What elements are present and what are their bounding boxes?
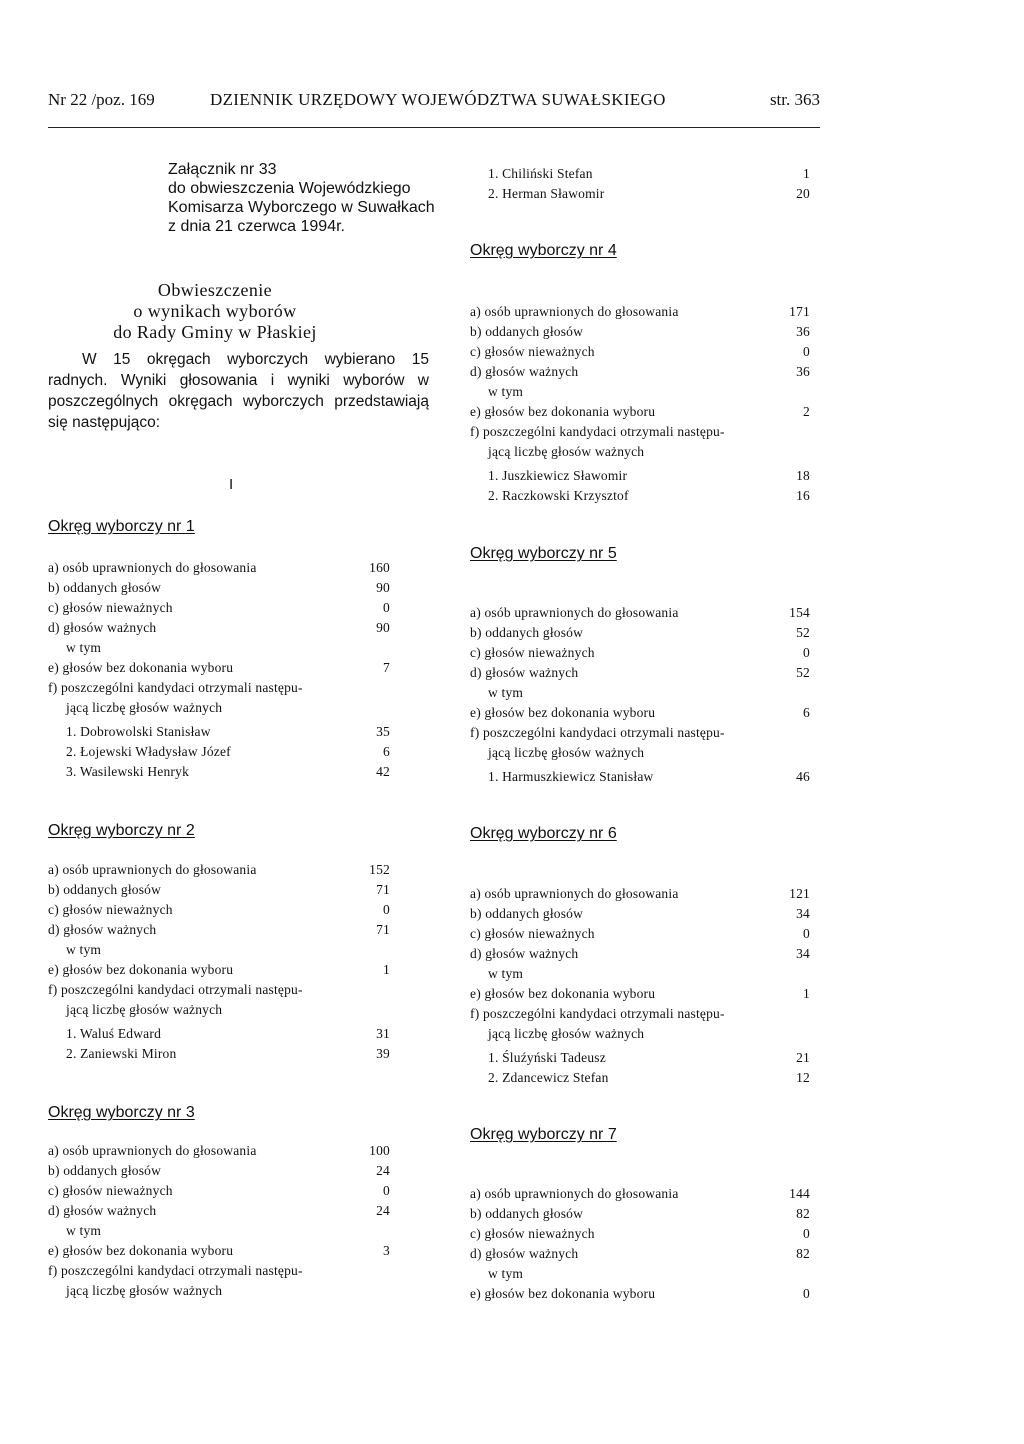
- row-no-choice: e) głosów bez dokonania wyboru 1: [48, 962, 390, 977]
- row-eligible: a) osób uprawnionych do głosowania 154: [470, 605, 810, 620]
- row-candidates-intro: f) poszczególni kandydaci otrzymali następu-: [470, 1006, 725, 1021]
- row-cast: b) oddanych głosów 52: [470, 625, 810, 640]
- candidate-row: 1. Chiliński Stefan 1: [488, 166, 810, 181]
- candidate-row: 2. Zaniewski Miron 39: [66, 1046, 390, 1061]
- candidate-row: 2. Łojewski Władysław Józef 6: [66, 744, 390, 759]
- annex-line: Komisarza Wyborczego w Suwałkach: [168, 199, 435, 216]
- row-including: w tym: [488, 685, 524, 700]
- row-eligible: a) osób uprawnionych do głosowania 160: [48, 560, 390, 575]
- candidate-row: 2. Raczkowski Krzysztof 16: [488, 488, 810, 503]
- district-1-results: [48, 558, 390, 782]
- district-6-heading: Okręg wyborczy nr 6: [470, 825, 617, 842]
- row-cast: b) oddanych głosów 34: [470, 906, 810, 921]
- row-candidates-intro-cont: jącą liczbę głosów ważnych: [488, 1026, 645, 1041]
- row-invalid: c) głosów nieważnych 0: [48, 902, 390, 917]
- annex-line: do obwieszczenia Wojewódzkiego: [168, 180, 411, 197]
- candidate-row: 1. Dobrowolski Stanisław 35: [66, 724, 390, 739]
- row-no-choice: e) głosów bez dokonania wyboru 0: [470, 1286, 810, 1301]
- page-number: str. 363: [769, 90, 820, 109]
- row-no-choice: e) głosów bez dokonania wyboru 1: [470, 986, 810, 1001]
- row-candidates-intro: f) poszczególni kandydaci otrzymali następu-: [48, 982, 303, 997]
- district-4-heading: Okręg wyborczy nr 4: [470, 242, 617, 259]
- title-line: Obwieszczenie: [157, 280, 273, 300]
- district-4-results: [470, 302, 810, 506]
- row-including: w tym: [488, 1266, 524, 1281]
- row-candidates-intro-cont: jącą liczbę głosów ważnych: [66, 1002, 223, 1017]
- district-6-results: [470, 884, 810, 1088]
- issue-number: Nr 22 /poz. 169: [48, 90, 155, 109]
- row-cast: b) oddanych głosów 36: [470, 324, 810, 339]
- row-candidates-intro: f) poszczególni kandydaci otrzymali następu-: [470, 725, 725, 740]
- row-invalid: c) głosów nieważnych 0: [470, 645, 810, 660]
- intro-text: W 15 okręgach wyborczych wybierano 15 radnych. Wyniki głosowania i wyniki wyborów w poszczególnych okręgach wyborczych przedstawiają się następująco:: [48, 351, 429, 431]
- title-line: o wynikach wyborów: [133, 301, 297, 321]
- row-valid: d) głosów ważnych 34: [470, 946, 810, 961]
- title-line: do Rady Gminy w Płaskiej: [113, 322, 317, 342]
- annex-line: z dnia 21 czerwca 1994r.: [168, 218, 345, 235]
- district-3-heading: Okręg wyborczy nr 3: [48, 1104, 195, 1121]
- row-candidates-intro-cont: jącą liczbę głosów ważnych: [66, 700, 223, 715]
- row-including: w tym: [66, 640, 102, 655]
- annex-line: Załącznik nr 33: [168, 161, 277, 178]
- journal-title: DZIENNIK URZĘDOWY WOJEWÓDZTWA SUWAŁSKIEGO: [210, 90, 666, 109]
- row-candidates-intro: f) poszczególni kandydaci otrzymali następu-: [48, 680, 303, 695]
- section-marker: I: [229, 476, 234, 493]
- row-eligible: a) osób uprawnionych do głosowania 152: [48, 862, 390, 877]
- row-eligible: a) osób uprawnionych do głosowania 144: [470, 1186, 810, 1201]
- row-including: w tym: [488, 384, 524, 399]
- district-2-heading: Okręg wyborczy nr 2: [48, 822, 195, 839]
- district-7-heading: Okręg wyborczy nr 7: [470, 1126, 617, 1143]
- district-1-heading: Okręg wyborczy nr 1: [48, 518, 195, 535]
- candidate-row: 1. Harmuszkiewicz Stanisław 46: [488, 769, 810, 784]
- row-candidates-intro-cont: jącą liczbę głosów ważnych: [66, 1283, 223, 1298]
- row-no-choice: e) głosów bez dokonania wyboru 6: [470, 705, 810, 720]
- district-2-results: [48, 860, 390, 1064]
- candidate-row: 1. Juszkiewicz Sławomir 18: [488, 468, 810, 483]
- candidate-row: 1. Śluźyński Tadeusz 21: [488, 1050, 810, 1065]
- row-eligible: a) osób uprawnionych do głosowania 171: [470, 304, 810, 319]
- row-eligible: a) osób uprawnionych do głosowania 100: [48, 1143, 390, 1158]
- row-valid: d) głosów ważnych 82: [470, 1246, 810, 1261]
- row-including: w tym: [66, 942, 102, 957]
- district-7-results: [470, 1184, 810, 1304]
- district-5-heading: Okręg wyborczy nr 5: [470, 545, 617, 562]
- row-no-choice: e) głosów bez dokonania wyboru 7: [48, 660, 390, 675]
- row-cast: b) oddanych głosów 71: [48, 882, 390, 897]
- row-candidates-intro-cont: jącą liczbę głosów ważnych: [488, 745, 645, 760]
- district-3-candidates: [470, 164, 810, 204]
- row-valid: d) głosów ważnych 36: [470, 364, 810, 379]
- row-including: w tym: [66, 1223, 102, 1238]
- row-valid: d) głosów ważnych 71: [48, 922, 390, 937]
- row-valid: d) głosów ważnych 52: [470, 665, 810, 680]
- intro-paragraph: [48, 349, 429, 433]
- annex-note: [168, 160, 435, 236]
- header-rule: [48, 127, 820, 128]
- row-cast: b) oddanych głosów 24: [48, 1163, 390, 1178]
- candidate-row: 1. Waluś Edward 31: [66, 1026, 390, 1041]
- row-eligible: a) osób uprawnionych do głosowania 121: [470, 886, 810, 901]
- candidate-row: 2. Herman Sławomir 20: [488, 186, 810, 201]
- row-valid: d) głosów ważnych 24: [48, 1203, 390, 1218]
- announcement-title: [48, 280, 382, 343]
- row-invalid: c) głosów nieważnych 0: [470, 344, 810, 359]
- candidate-row: 2. Zdancewicz Stefan 12: [488, 1070, 810, 1085]
- row-candidates-intro-cont: jącą liczbę głosów ważnych: [488, 444, 645, 459]
- candidate-row: 3. Wasilewski Henryk 42: [66, 764, 390, 779]
- row-candidates-intro: f) poszczególni kandydaci otrzymali następu-: [470, 424, 725, 439]
- district-3-results: [48, 1141, 390, 1301]
- row-cast: b) oddanych głosów 82: [470, 1206, 810, 1221]
- row-no-choice: e) głosów bez dokonania wyboru 3: [48, 1243, 390, 1258]
- row-cast: b) oddanych głosów 90: [48, 580, 390, 595]
- row-invalid: c) głosów nieważnych 0: [470, 1226, 810, 1241]
- row-no-choice: e) głosów bez dokonania wyboru 2: [470, 404, 810, 419]
- row-valid: d) głosów ważnych 90: [48, 620, 390, 635]
- row-including: w tym: [488, 966, 524, 981]
- row-candidates-intro: f) poszczególni kandydaci otrzymali następu-: [48, 1263, 303, 1278]
- page-header: [48, 90, 820, 116]
- row-invalid: c) głosów nieważnych 0: [470, 926, 810, 941]
- row-invalid: c) głosów nieważnych 0: [48, 1183, 390, 1198]
- district-5-results: [470, 603, 810, 787]
- row-invalid: c) głosów nieważnych 0: [48, 600, 390, 615]
